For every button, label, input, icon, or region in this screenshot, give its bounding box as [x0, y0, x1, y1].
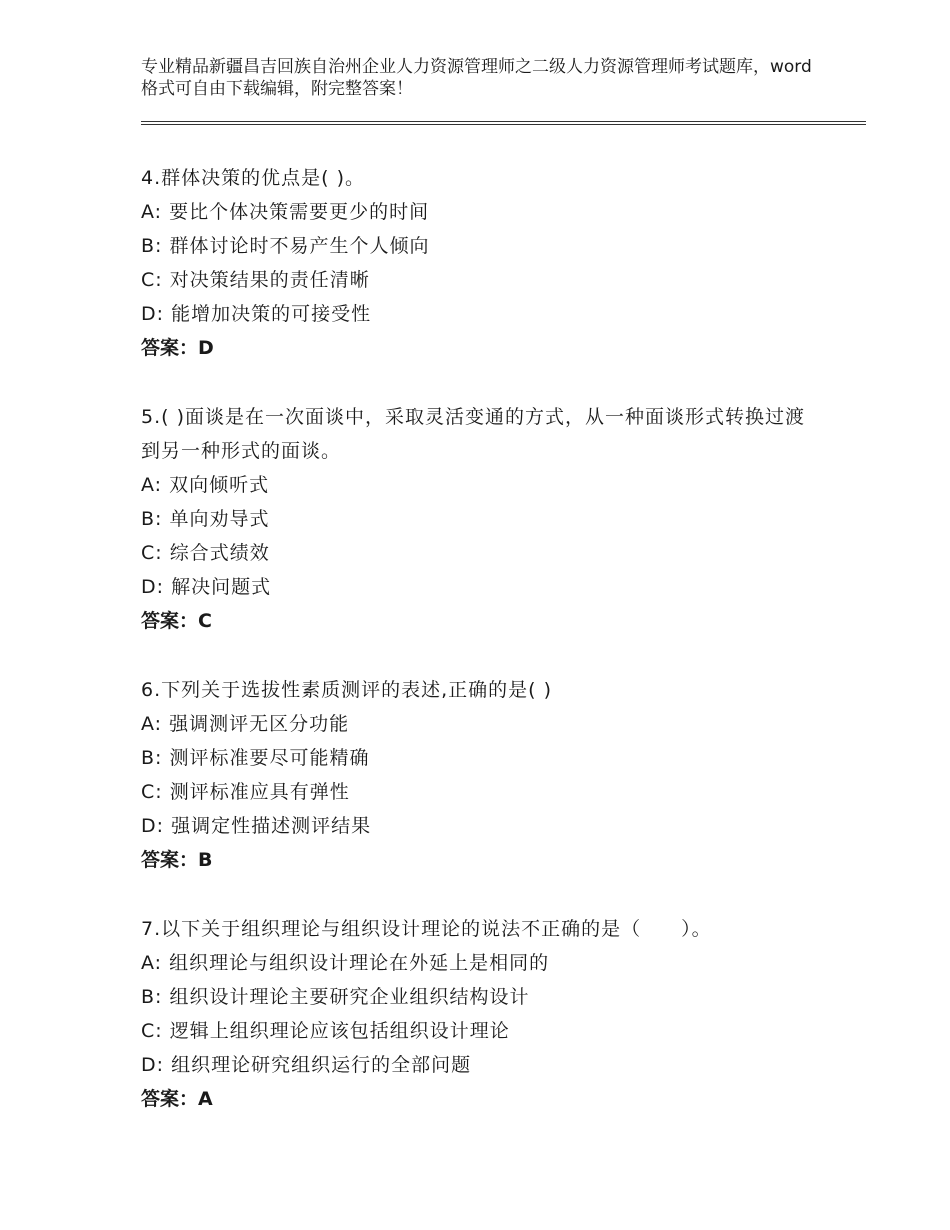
- option-a: A: 强调测评无区分功能: [141, 713, 350, 735]
- answer: 答案：D: [141, 337, 214, 359]
- answer: 答案：B: [141, 849, 213, 871]
- header-divider-bottom: [141, 124, 866, 125]
- option-c: C: 对决策结果的责任清晰: [141, 269, 370, 291]
- option-b: B: 组织设计理论主要研究企业组织结构设计: [141, 986, 530, 1008]
- header-divider-top: [141, 121, 866, 122]
- document-header: 专业精品新疆昌吉回族自治州企业人力资源管理师之二级人力资源管理师考试题库，word格式可自由下载编辑，附完整答案！: [141, 57, 812, 99]
- question-stem: 4.群体决策的优点是( )。: [141, 167, 365, 189]
- option-a: A: 组织理论与组织设计理论在外延上是相同的: [141, 952, 550, 974]
- question-stem: 7.以下关于组织理论与组织设计理论的说法不正确的是（ ）。: [141, 918, 712, 940]
- question-7: [141, 912, 821, 1116]
- option-c: C: 测评标准应具有弹性: [141, 781, 350, 803]
- option-d: D: 解决问题式: [141, 576, 272, 598]
- option-c: C: 综合式绩效: [141, 542, 270, 564]
- question-5: [141, 400, 821, 638]
- option-d: D: 强调定性描述测评结果: [141, 815, 372, 837]
- answer: 答案：C: [141, 610, 212, 632]
- question-stem: 6.下列关于选拔性素质测评的表述,正确的是( ): [141, 679, 553, 701]
- question-stem: 5.( )面谈是在一次面谈中，采取灵活变通的方式，从一种面谈形式转换过渡到另一种形式的面谈。: [141, 406, 805, 462]
- option-a: A: 双向倾听式: [141, 474, 270, 496]
- option-d: D: 能增加决策的可接受性: [141, 303, 372, 325]
- option-c: C: 逻辑上组织理论应该包括组织设计理论: [141, 1020, 510, 1042]
- option-d: D: 组织理论研究组织运行的全部问题: [141, 1054, 472, 1076]
- option-b: B: 单向劝导式: [141, 508, 270, 530]
- option-b: B: 测评标准要尽可能精确: [141, 747, 370, 769]
- question-6: [141, 673, 821, 877]
- question-4: [141, 161, 821, 365]
- option-a: A: 要比个体决策需要更少的时间: [141, 201, 430, 223]
- option-b: B: 群体讨论时不易产生个人倾向: [141, 235, 430, 257]
- answer: 答案：A: [141, 1088, 213, 1110]
